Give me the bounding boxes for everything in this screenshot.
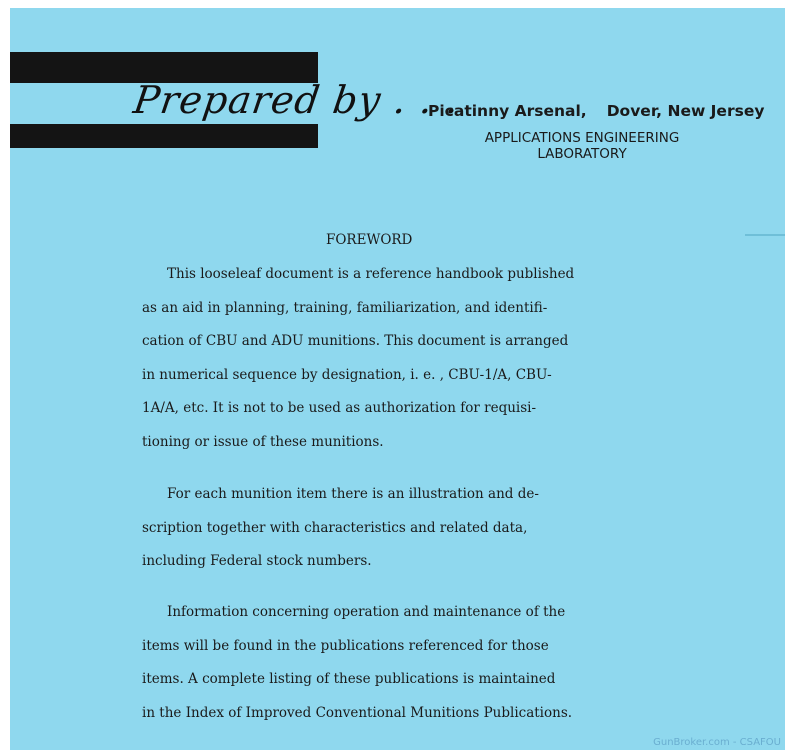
paragraph-line: as an aid in planning, training, familiarization, and identifi-	[142, 299, 548, 316]
paragraph-2	[142, 478, 539, 579]
organization-name: Picatinny Arsenal,	[428, 102, 587, 120]
paragraph-line: Information concerning operation and maintenance of the	[167, 604, 566, 620]
prepared-by-script: Prepared by . . .	[130, 78, 463, 122]
watermark: GunBroker.com - CSAFOU	[653, 737, 781, 748]
paragraph-3	[142, 596, 572, 730]
organization-line	[428, 102, 764, 120]
paragraph-line: in numerical sequence by designation, i. e. , CBU-1/A, CBU-	[142, 366, 552, 383]
paragraph-line: items will be found in the publications referenced for those	[142, 637, 549, 654]
laboratory-name	[452, 130, 712, 162]
paragraph-line: cation of CBU and ADU munitions. This document is arranged	[142, 333, 569, 350]
paragraph-line: including Federal stock numbers.	[142, 553, 372, 570]
paragraph-line: tioning or issue of these munitions.	[142, 433, 384, 450]
paragraph-1	[142, 258, 574, 460]
lab-line-1: APPLICATIONS ENGINEERING	[484, 130, 680, 146]
foreword-heading: FOREWORD	[326, 232, 413, 248]
paragraph-line: 1A/A, etc. It is not to be used as authorization for requisi-	[142, 400, 537, 417]
paragraph-line: in the Index of Improved Conventional Munitions Publications.	[142, 704, 573, 721]
lab-line-2: LABORATORY	[537, 146, 627, 162]
organization-location: Dover, New Jersey	[606, 102, 765, 120]
header-bar-bottom	[10, 124, 318, 148]
paragraph-line: scription together with characteristics and related data,	[142, 519, 528, 536]
page-edge-mark	[745, 234, 785, 236]
paragraph-line: For each munition item there is an illustration and de-	[167, 486, 539, 502]
paragraph-line: items. A complete listing of these publications is maintained	[142, 671, 556, 688]
paragraph-line: This looseleaf document is a reference handbook published	[167, 266, 575, 282]
